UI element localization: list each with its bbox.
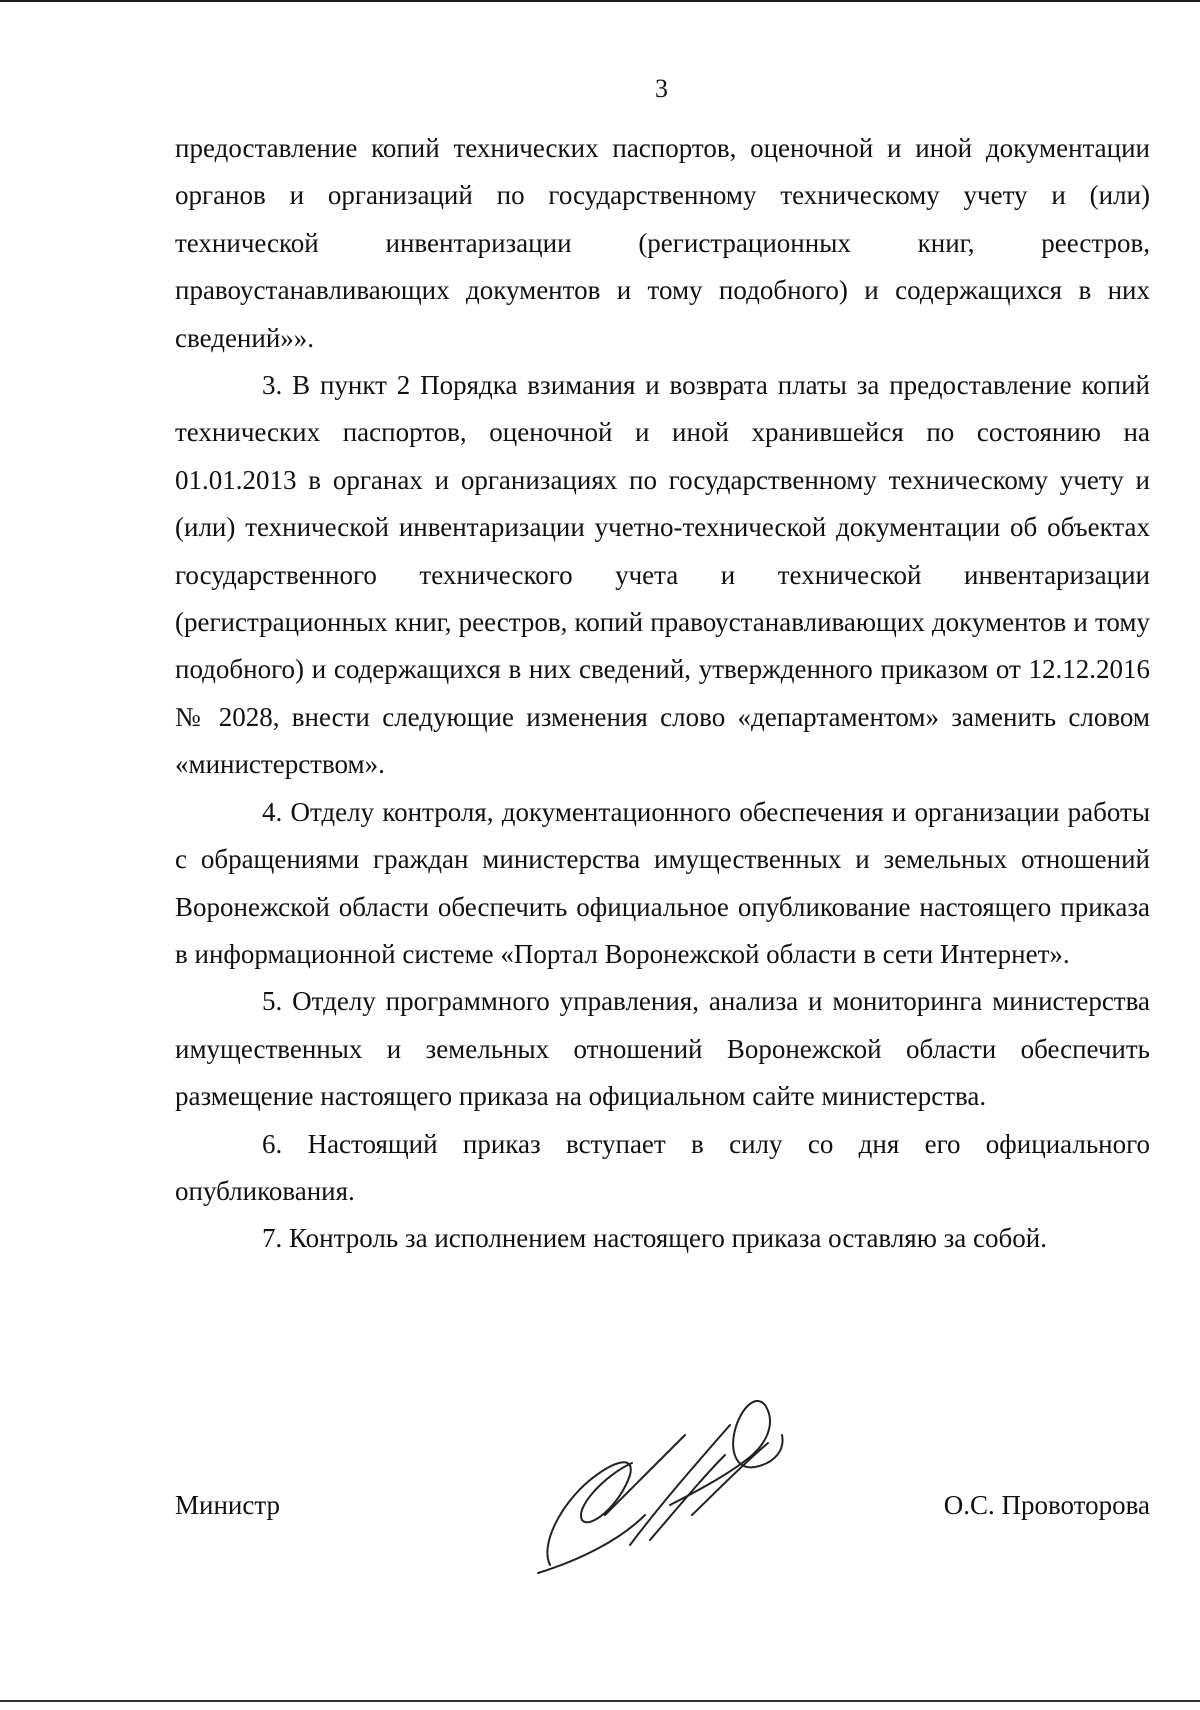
scan-top-border [0, 0, 1200, 2]
signatory-position: Министр [175, 1490, 280, 1520]
paragraph-item-6: 6. Настоящий приказ вступает в силу со дня его официального опубликования. [175, 1128, 1150, 1206]
paragraph-item-4: 4. Отделу контроля, документационного обеспечения и организации работы с обращениями граждан министерства имущественных и земельных отношений Воронежской области обеспечить официальное опубликование настоящего приказа в информационной системе «Портал Воронежской области в сети Интернет». [175, 796, 1150, 969]
document-body [175, 125, 1150, 1263]
paragraph-continuation: предоставление копий технических паспортов, оценочной и иной документации органов и организаций по государственному техническому учету и (или) технической инвентаризации (регистрационных книг, реестров, правоустанавливающих документов и тому подобного) и содержащихся в них сведений»». [175, 133, 1150, 353]
paragraph-item-7: 7. Контроль за исполнением настоящего приказа оставляю за собой. [262, 1223, 1047, 1254]
paragraph-item-3: 3. В пункт 2 Порядка взимания и возврата платы за предоставление копий технических паспортов, оценочной и иной хранившейся по состоянию на 01.01.2013 в органах и организациях по государственному техническому учету и (или) технической инвентаризации учетно-технической документации об объектах государственного технического учета и технической инвентаризации (регистрационных книг, реестров, копий правоустанавливающих документов и тому подобного) и содержащихся в них сведений, утвержденного приказом от 12.12.2016 № 2028, внести следующие изменения слово «департаментом» заменить словом «министерством». [175, 370, 1150, 780]
scan-bottom-border [0, 1700, 1200, 1702]
signature-block [175, 1485, 1150, 1525]
paragraph-item-5: 5. Отделу программного управления, анализа и мониторинга министерства имущественных и земельных отношений Воронежской области обеспечить размещение настоящего приказа на официальном сайте министерства. [175, 986, 1150, 1112]
signatory-name: О.С. Провоторова [943, 1490, 1150, 1520]
page-number: 3 [655, 74, 668, 103]
